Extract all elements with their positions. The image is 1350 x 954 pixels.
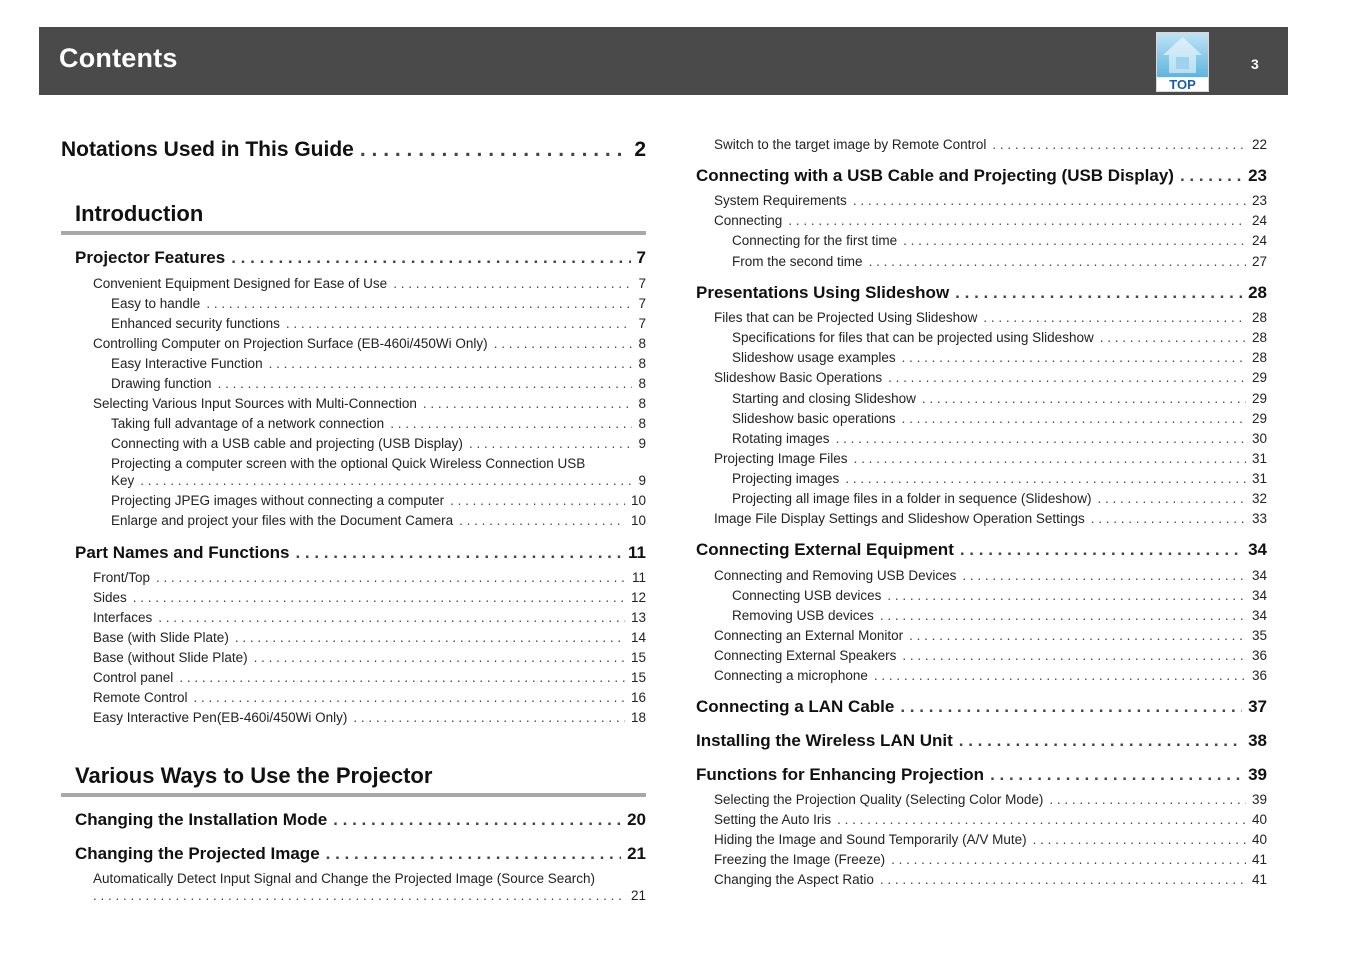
toc-entry-title: Projecting JPEG images without connecting a computer [111,493,445,508]
toc-page-number: 23 [1248,166,1267,185]
toc-entry-title: Connecting with a USB cable and projecting (USB Display) [111,436,463,451]
toc-entry-title: Connecting a LAN Cable [696,697,895,716]
toc-entry-title: Connecting for the first time [732,233,898,248]
toc-page-number: 22 [1251,137,1267,152]
toc-entry[interactable] [111,416,646,431]
toc-entry-title: Enlarge and project your files with the Document Camera [111,513,454,528]
toc-page-number: 12 [630,590,646,605]
toc-entry-title: Selecting the Projection Quality (Selecting Color Mode) [714,792,1044,807]
toc-entry-title: Projecting all image files in a folder in sequence (Slideshow) [732,491,1092,506]
toc-page-number: 15 [630,650,646,665]
toc-entry-title: Connecting USB devices [732,588,882,603]
toc-page-number: 39 [1251,792,1267,807]
toc-page-number: 33 [1251,511,1267,526]
toc-entry[interactable] [714,511,1267,526]
toc-entry-title: Starting and closing Slideshow [732,391,916,406]
toc-page-number: 34 [1251,588,1267,603]
toc-entry-title: Drawing function [111,376,212,391]
toc-entry[interactable] [714,852,1267,867]
toc-page-number: 34 [1248,540,1267,559]
toc-entry-dots-only[interactable] [93,888,646,903]
toc-entry[interactable] [714,872,1267,887]
toc-entry[interactable] [111,316,646,331]
toc-entry[interactable] [111,356,646,371]
toc-page-number: 38 [1248,731,1267,750]
toc-entry-title: Connecting a microphone [714,668,868,683]
toc-entry-enhancing[interactable] [696,765,1267,785]
leader-dots [854,451,1246,466]
section-heading-introduction: Introduction [61,201,646,235]
leader-dots [959,731,1242,751]
toc-page-number: 11 [628,543,646,562]
toc-entry[interactable] [714,668,1267,683]
toc-page-number: 28 [1251,330,1267,345]
toc-entry-title: Image File Display Settings and Slideshow Operation Settings [714,511,1085,526]
toc-page-number: 32 [1251,491,1267,506]
leader-dots [922,391,1246,406]
toc-entry-title: Setting the Auto Iris [714,812,832,827]
toc-entry-title: Base (with Slide Plate) [93,630,229,645]
leader-dots [990,765,1242,785]
leader-dots [1180,166,1242,186]
leader-dots [390,416,632,431]
toc-page-number: 34 [1251,608,1267,623]
toc-entry-title: Part Names and Functions [75,543,290,562]
toc-page-number: 11 [631,570,646,585]
toc-page-number: 8 [638,396,646,411]
toc-page-number: 39 [1248,765,1267,784]
toc-entry[interactable] [93,690,646,705]
leader-dots [269,356,633,371]
toc-page-number: 9 [638,436,646,451]
toc-entry[interactable] [93,276,646,291]
leader-dots [903,233,1246,248]
leader-dots [891,852,1246,867]
toc-entry-title: Easy Interactive Pen(EB-460i/450Wi Only) [93,710,348,725]
toc-page-number: 37 [1248,697,1267,716]
toc-entry-title: Key [111,473,135,488]
leader-dots [140,473,632,488]
leader-dots [194,690,625,705]
toc-entry-part-names[interactable] [75,543,646,563]
toc-entry[interactable] [714,648,1267,663]
leader-dots [206,296,632,311]
toc-entry-title: Slideshow usage examples [732,350,896,365]
leader-dots [837,812,1246,827]
toc-entry[interactable] [732,491,1267,506]
toc-entry-title: Changing the Projected Image [75,844,320,863]
toc-page-number: 8 [638,416,646,431]
toc-entry[interactable] [93,670,646,685]
toc-page-number: 8 [638,356,646,371]
toc-entry[interactable] [714,451,1267,466]
toc-entry-title: Controlling Computer on Projection Surface (EB-460i/450Wi Only) [93,336,488,351]
toc-page-number: 41 [1251,852,1267,867]
toc-entry[interactable] [714,370,1267,385]
leader-dots [393,276,632,291]
toc-page-number: 2 [634,138,646,161]
leader-dots [887,588,1246,603]
toc-entry[interactable] [732,254,1267,269]
toc-entry[interactable] [93,710,646,725]
toc-page-number: 28 [1248,283,1267,302]
toc-entry-title: Rotating images [732,431,830,446]
leader-dots [874,668,1246,683]
toc-entry-wireless-lan[interactable] [696,731,1267,751]
toc-entry[interactable] [93,570,646,585]
toc-page-number: 20 [627,810,646,829]
toc-entry[interactable] [732,411,1267,426]
toc-entry[interactable] [111,513,646,528]
toc-entry[interactable] [714,792,1267,807]
toc-entry[interactable] [111,436,646,451]
leader-dots [888,370,1246,385]
toc-page-number: 40 [1251,832,1267,847]
leader-dots [286,316,633,331]
toc-entry-title: Changing the Aspect Ratio [714,872,874,887]
toc-entry-title: Slideshow basic operations [732,411,896,426]
toc-page-number: 7 [638,296,646,311]
leader-dots [295,543,622,563]
toc-entry[interactable] [93,336,646,351]
leader-dots [960,540,1242,560]
toc-entry[interactable] [714,568,1267,583]
leader-dots [836,431,1246,446]
toc-entry-title: Switch to the target image by Remote Control [714,137,987,152]
toc-page-number: 31 [1251,471,1267,486]
toc-page-number: 28 [1251,350,1267,365]
leader-dots [955,283,1242,303]
toc-entry[interactable] [93,590,646,605]
leader-dots [902,411,1246,426]
leader-dots [992,137,1246,152]
toc-page-number: 10 [630,493,646,508]
toc-entry-title: Selecting Various Input Sources with Multi-Connection [93,396,417,411]
toc-page-number: 36 [1251,648,1267,663]
toc-entry-title: Easy Interactive Function [111,356,263,371]
toc-entry[interactable] [714,137,1267,152]
toc-entry[interactable] [93,610,646,625]
leader-dots [1049,792,1246,807]
leader-dots [902,350,1246,365]
toc-entry[interactable] [714,213,1267,228]
toc-entry-title: Projecting Image Files [714,451,848,466]
toc-page-number: 7 [638,316,646,331]
toc-entry-title: Specifications for files that can be projected using Slideshow [732,330,1094,345]
toc-entry-title: Easy to handle [111,296,201,311]
top-icon-label: TOP [1169,77,1196,91]
leader-dots [179,670,625,685]
toc-entry-title: Installing the Wireless LAN Unit [696,731,953,750]
section-heading-various-ways: Various Ways to Use the Projector [61,763,646,797]
toc-entry[interactable] [732,350,1267,365]
toc-entry-title: Connecting External Speakers [714,648,897,663]
toc-entry[interactable] [732,330,1267,345]
toc-entry-title: Connecting [714,213,783,228]
leader-dots [156,570,626,585]
toc-entry[interactable] [714,193,1267,208]
leader-dots [326,844,621,864]
toc-entry-projector-features[interactable] [75,248,646,268]
toc-entry-title: Enhanced security functions [111,316,280,331]
toc-entry-title: Projecting images [732,471,840,486]
toc-entry-title: Connecting with a USB Cable and Projecting (USB Display) [696,166,1174,185]
toc-entry-title: Freezing the Image (Freeze) [714,852,886,867]
toc-entry-title: Removing USB devices [732,608,874,623]
leader-dots [353,710,625,725]
toc-page-number: 29 [1251,370,1267,385]
page-number: 3 [1251,56,1259,72]
toc-entry-title: Connecting External Equipment [696,540,954,559]
leader-dots [1091,511,1246,526]
toc-page-number: 29 [1251,411,1267,426]
toc-page-number: 8 [638,336,646,351]
toc-entry-title: Base (without Slide Plate) [93,650,248,665]
leader-dots [909,628,1246,643]
toc-page-number: 28 [1251,310,1267,325]
toc-entry-slideshow[interactable] [696,283,1267,303]
toc-entry-lan-cable[interactable] [696,697,1267,717]
top-home-icon[interactable] [1156,32,1209,92]
leader-dots [845,471,1246,486]
leader-dots [133,590,625,605]
page-header [39,27,1288,95]
toc-entry-projected-image[interactable] [75,844,646,864]
toc-entry-title: Taking full advantage of a network connection [111,416,385,431]
toc-entry-title: System Requirements [714,193,847,208]
leader-dots [880,608,1246,623]
toc-entry-title: Convenient Equipment Designed for Ease of Use [93,276,388,291]
toc-page-number: 41 [1251,872,1267,887]
toc-entry[interactable] [732,471,1267,486]
toc-entry-title: Files that can be Projected Using Slideshow [714,310,978,325]
leader-dots [218,376,633,391]
leader-dots [231,248,630,268]
toc-page-number: 31 [1251,451,1267,466]
toc-entry[interactable] [732,391,1267,406]
toc-page-number: 7 [636,248,646,267]
toc-entry-title: Slideshow Basic Operations [714,370,883,385]
toc-entry-external-equipment[interactable] [696,540,1267,560]
toc-entry[interactable] [714,812,1267,827]
toc-entry-title: Notations Used in This Guide [61,138,354,161]
leader-dots [494,336,633,351]
leader-dots [450,493,625,508]
toc-entry[interactable] [93,396,646,411]
toc-page-number: 15 [630,670,646,685]
toc-page-number: 16 [630,690,646,705]
toc-entry-title: Remote Control [93,690,188,705]
toc-entry[interactable] [732,431,1267,446]
toc-entry-title: From the second time [732,254,863,269]
toc-entry[interactable] [93,630,646,645]
toc-entry-notations[interactable] [61,138,646,162]
toc-entry-title: Sides [93,590,127,605]
toc-page-number: 7 [638,276,646,291]
leader-dots [900,697,1242,717]
toc-page-number: 30 [1251,431,1267,446]
toc-entry[interactable] [93,650,646,665]
toc-entry-title: Connecting an External Monitor [714,628,904,643]
leader-dots [360,138,628,162]
toc-entry-title: Presentations Using Slideshow [696,283,950,302]
leader-dots [983,310,1246,325]
toc-page-number: 13 [630,610,646,625]
leader-dots [880,872,1246,887]
toc-entry[interactable] [111,296,646,311]
toc-page-number: 29 [1251,391,1267,406]
toc-entry-text-line1[interactable]: Automatically Detect Input Signal and Change the Projected Image (Source Search) [93,871,596,886]
toc-page-number: 36 [1251,668,1267,683]
toc-page-number: 10 [630,513,646,528]
toc-page-number: 23 [1251,193,1267,208]
leader-dots [235,630,625,645]
leader-dots [788,213,1246,228]
leader-dots [902,648,1246,663]
toc-entry-title: Functions for Enhancing Projection [696,765,985,784]
page-title: Contents [59,43,178,73]
toc-entry-title: Front/Top [93,570,151,585]
toc-entry-title: Projector Features [75,248,226,267]
toc-entry[interactable] [111,376,646,391]
toc-page-number: 40 [1251,812,1267,827]
toc-entry[interactable] [732,608,1267,623]
toc-page-number: 9 [638,473,646,488]
leader-dots [459,513,625,528]
leader-dots [93,888,625,903]
leader-dots [962,568,1246,583]
leader-dots [333,810,621,830]
toc-page-number: 24 [1251,213,1267,228]
toc-page-number: 8 [638,376,646,391]
toc-page-number: 34 [1251,568,1267,583]
toc-page-number: 14 [630,630,646,645]
toc-page-number: 21 [630,888,646,903]
toc-entry-title: Changing the Installation Mode [75,810,328,829]
toc-page-number: 18 [630,710,646,725]
toc-entry-title: Control panel [93,670,174,685]
leader-dots [158,610,625,625]
toc-page-number: 35 [1251,628,1267,643]
leader-dots [469,436,633,451]
toc-entry-installation-mode[interactable] [75,810,646,830]
toc-entry[interactable] [732,233,1267,248]
toc-entry[interactable] [714,628,1267,643]
toc-entry-title: Interfaces [93,610,153,625]
leader-dots [1097,491,1246,506]
leader-dots [423,396,633,411]
toc-page-number: 24 [1251,233,1267,248]
toc-entry[interactable] [111,473,646,488]
toc-entry[interactable] [714,832,1267,847]
leader-dots [853,193,1246,208]
toc-entry-title: Hiding the Image and Sound Temporarily (A/V Mute) [714,832,1027,847]
toc-page-number: 21 [627,844,646,863]
leader-dots [1100,330,1246,345]
leader-dots [869,254,1246,269]
toc-entry[interactable] [111,493,646,508]
leader-dots [1033,832,1246,847]
toc-entry[interactable] [714,310,1267,325]
toc-page-number: 27 [1251,254,1267,269]
leader-dots [254,650,625,665]
toc-entry-text-line1[interactable]: Projecting a computer screen with the optional Quick Wireless Connection USB [111,456,586,471]
toc-entry[interactable] [732,588,1267,603]
toc-entry-title: Connecting and Removing USB Devices [714,568,957,583]
toc-entry-usb-display[interactable] [696,166,1267,186]
